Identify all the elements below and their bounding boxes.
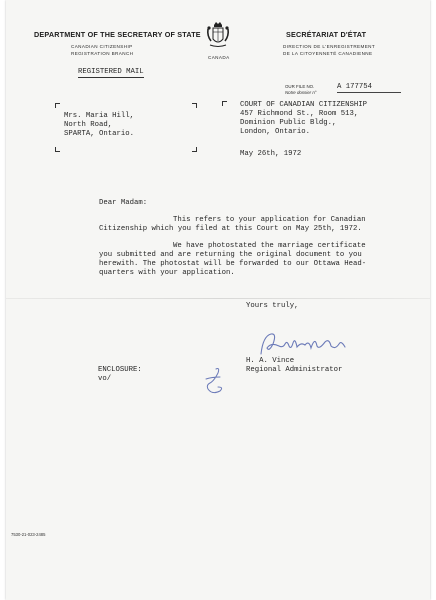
closing: Yours truly, (246, 302, 299, 310)
address-window-corner (55, 147, 60, 152)
signatory-name: H. A. Vince (246, 357, 295, 365)
canada-coat-of-arms-icon (206, 20, 230, 52)
body-paragraph-2 (99, 242, 366, 278)
paragraph-line: herewith. The photostat will be forwarded to our Ottawa Head- (99, 259, 367, 268)
branch-line-french-1: DIRECTION DE L'ENREGISTREMENT (283, 44, 376, 49)
enclosure-block (98, 366, 142, 384)
recipient-line: SPARTA, Ontario. (64, 129, 135, 138)
department-name-english: DEPARTMENT OF THE SECRETARY OF STATE (34, 30, 201, 39)
paragraph-line: Citizenship which you filed at this Court on May 25th, 1972. (99, 224, 362, 233)
enclosure-label: ENCLOSURE: (98, 366, 142, 374)
file-number-value: A 177754 (337, 83, 401, 93)
form-number: 7530-21-023-2485 (11, 532, 46, 537)
department-name-french: SECRÉTARIAT D'ÉTAT (286, 30, 367, 39)
sender-block-corner (222, 101, 227, 106)
signatory-title: Regional Administrator (246, 365, 343, 374)
sender-address (240, 101, 367, 137)
recipient-line: North Road, (64, 120, 113, 129)
branch-line-english-2: REGISTRATION BRANCH (71, 51, 134, 56)
sender-line: London, Ontario. (240, 127, 311, 136)
paragraph-line: quarters with your application. (99, 268, 235, 277)
file-number-label-english: OUR FILE NO. (285, 84, 315, 89)
signatory-block (246, 357, 342, 375)
typist-initials: vo/ (98, 374, 112, 383)
recipient-address (64, 112, 134, 139)
address-window-corner (55, 103, 60, 108)
recipient-line: Mrs. Maria Hill, (64, 112, 135, 120)
handwritten-signature (255, 328, 355, 358)
sender-line: 457 Richmond St., Room 513, (240, 109, 359, 118)
address-window-corner (192, 147, 197, 152)
paragraph-line: We have photostated the marriage certificate (173, 242, 366, 250)
branch-line-english-1: CANADIAN CITIZENSHIP (71, 44, 133, 49)
sender-line: Dominion Public Bldg., (240, 118, 337, 127)
body-paragraph-1 (99, 216, 366, 234)
paragraph-line: This refers to your application for Canadian (173, 216, 366, 224)
paragraph-line: you submitted and are returning the original document to you (99, 250, 362, 259)
crest-caption: CANADA (208, 55, 230, 60)
letter-date: May 26th, 1972 (240, 150, 302, 158)
sender-line: COURT OF CANADIAN CITIZENSHIP (240, 101, 367, 109)
salutation: Dear Madam: (99, 199, 148, 207)
branch-line-french-2: DE LA CITOYENNETÉ CANADIENNE (283, 51, 373, 56)
handwritten-initials (198, 365, 230, 397)
file-number-label-french: Notre dossier n° (285, 90, 317, 95)
registered-mail-stamp: REGISTERED MAIL (78, 68, 144, 78)
address-window-corner (192, 103, 197, 108)
paper-fold-line (6, 298, 430, 299)
